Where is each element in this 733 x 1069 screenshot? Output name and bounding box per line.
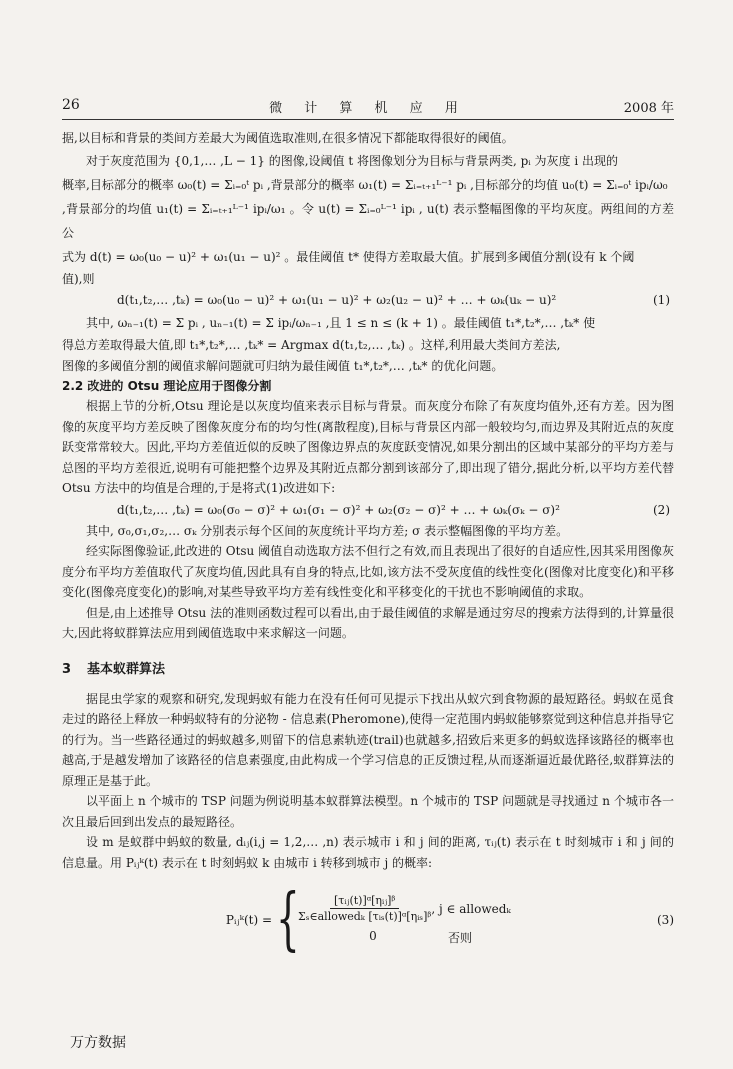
- article-body: [62, 128, 674, 961]
- case-zero: 0: [369, 929, 377, 943]
- equation-body: d(t₁,t₂,… ,tₖ) = ω₀(σ₀ − σ)² + ω₁(σ₁ − σ)² + ω₂(σ₂ − σ)² + … + ωₖ(σₖ − σ)²: [117, 502, 560, 517]
- paragraph: 其中, σ₀,σ₁,σ₂,… σₖ 分别表示每个区间的灰度统计平均方差; σ 表示整幅图像的平均方差。: [86, 523, 569, 538]
- paragraph: 设 m 是蚁群中蚂蚁的数量, dᵢⱼ(i,j = 1,2,… ,n) 表示城市 i 和 j 间的距离, τᵢⱼ(t) 表示在 t 时刻城市 i 和 j 间的信息量。用 Pᵢⱼᵏ(t) 表示在 t 时刻蚂蚁 k 由城市 i 转移到城市 j 的概率:: [62, 835, 674, 870]
- paragraph: 据,以目标和背景的类间方差最大为阈值选取准则,在很多情况下都能取得很好的阈值。: [62, 131, 514, 145]
- paragraph: 得总方差取得最大值,即 t₁*,t₂*,… ,tₖ* = Argmax d(t₁,t₂,… ,tₖ) 。这样,利用最大类间方差法,: [62, 338, 561, 352]
- equation-body: d(t₁,t₂,… ,tₖ) = ω₀(u₀ − u)² + ω₁(u₁ − u)² + ω₂(u₂ − u)² + … + ωₖ(uₖ − u)²: [117, 293, 557, 307]
- watermark: 万方数据: [70, 1035, 126, 1051]
- case-else: 否则: [448, 931, 473, 945]
- left-brace: {: [276, 880, 300, 959]
- case-otherwise: [298, 929, 588, 946]
- paragraph: 对于灰度范围为 {0,1,… ,L − 1} 的图像,设阈值 t 将图像划分为目标与背景两类, pᵢ 为灰度 i 出现的: [86, 153, 618, 168]
- equation-3: [62, 879, 674, 961]
- fraction-numerator: [τᵢⱼ(t)]ᵅ[ηᵢⱼ]ᵝ: [330, 894, 399, 909]
- paragraph: 但是,由上述推导 Otsu 法的准则函数过程可以看出,由于最佳阈值的求解是通过穷尽的搜索方法得到的,计算量很大,因此将蚁群算法应用到阈值选取中来求解这一问题。: [62, 605, 674, 640]
- paragraph: 据昆虫学家的观察和研究,发现蚂蚁有能力在没有任何可见提示下找出从蚁穴到食物源的最短路径。蚂蚁在觅食走过的路径上释放一种蚂蚁特有的分泌物 - 信息素(Pheromone),使得一定范围内蚂蚁能够察觉到这种信息并指导它的行为。当一些路径通过的蚂蚁越多,则留下的信息素轨迹(trail)也就越多,招致后来更多的蚂蚁选择该路径的概率也越高,于是越发增加了该路径的信息素强度,由此构成一个学习信息的正反馈过程,从而逐渐逼近最优路径,蚁群算法的原理正是基于此。: [62, 691, 674, 788]
- equation-1: [62, 289, 674, 311]
- section-title: 基本蚁群算法: [87, 661, 166, 677]
- paragraph: 图像的多阈值分割的阈值求解问题就可归纳为最佳阈值 t₁*,t₂*,… ,tₖ* 的优化问题。: [62, 358, 504, 373]
- paragraph: 根据上节的分析,Otsu 理论是以灰度均值来表示目标与背景。而灰度分布除了有灰度均值外,还有方差。因为图像的灰度平均方差反映了图像灰度分布的均匀性(离散程度),目标与背景区内部一般较均匀,而边界及其附近点的灰度跃变常常较大。因此,平均方差值近似的反映了图像边界点的灰度跃变情况,如果分割出的区域中某部分的平均方差与总图的平均方差很近,说明有可能把整个边界及其附近点都分割到该部分了,即出现了错分,据此分析,以平均方差代替 Otsu 方法中的均值是合理的,于是将式(1)改进如下:: [62, 399, 674, 495]
- case-condition: , j ∈ allowedₖ: [431, 901, 511, 916]
- paragraph: 以平面上 n 个城市的 TSP 问题为例说明基本蚁群算法模型。n 个城市的 TSP 问题就是寻找通过 n 个城市各一次且最后回到出发点的最短路径。: [62, 794, 674, 829]
- equation-number: (2): [653, 502, 670, 517]
- case-allowed: [298, 894, 588, 923]
- section-number: 3: [62, 661, 72, 677]
- equation-number: (3): [657, 913, 674, 927]
- paragraph: 值),则: [62, 271, 95, 286]
- equation-number: (1): [653, 293, 670, 307]
- paragraph: 式为 d(t) = ω₀(u₀ − u)² + ω₁(u₁ − u)² 。最佳阈值 t* 使得方差取最大值。扩展到多阈值分割(设有 k 个阈: [62, 249, 635, 264]
- journal-title: 微 计 算 机 应 用: [269, 101, 467, 116]
- section-heading-2-2: 2.2 改进的 Otsu 理论应用于图像分割: [62, 379, 272, 393]
- equation-2: [62, 499, 674, 521]
- section-heading-3: [62, 658, 674, 677]
- journal-year: 2008 年: [623, 101, 674, 116]
- page-number: 26: [62, 97, 80, 113]
- paragraph: 概率,目标部分的概率 ω₀(t) = Σᵢ₌₀ᵗ pᵢ ,背景部分的概率 ω₁(t) = Σᵢ₌ₜ₊₁ᴸ⁻¹ pᵢ ,目标部分的均值 u₀(t) = Σᵢ₌₀ᵗ ipᵢ/ω₀: [62, 177, 668, 192]
- fraction: [298, 894, 431, 923]
- page-header: [62, 97, 674, 117]
- equation-lhs: Pᵢⱼᵏ(t) =: [225, 913, 272, 927]
- header-rule: [62, 119, 674, 120]
- paragraph: ,背景部分的均值 u₁(t) = Σᵢ₌ₜ₊₁ᴸ⁻¹ ipᵢ/ω₁ 。令 u(t) = Σᵢ₌₀ᴸ⁻¹ ipᵢ , u(t) 表示整幅图像的平均灰度。两组间的方差公: [62, 201, 674, 240]
- equation-cases: [298, 894, 588, 946]
- fraction-denominator: Σₛ∈allowedₖ [τᵢₛ(t)]ᵅ[ηᵢₛ]ᵝ: [298, 910, 432, 923]
- paragraph: 其中, ωₙ₋₁(t) = Σ pᵢ , uₙ₋₁(t) = Σ ipᵢ/ωₙ₋₁ ,且 1 ≤ n ≤ (k + 1) 。最佳阈值 t₁*,t₂*,… ,tₖ* 使: [86, 316, 596, 330]
- paragraph: 经实际图像验证,此改进的 Otsu 阈值自动选取方法不但行之有效,而且表现出了很好的自适应性,因其采用图像灰度分布平均方差值取代了灰度均值,因此具有自身的特点,比如,该方法不受灰度值的线性变化(图像对比度变化)和平移变化(图像亮度变化)的影响,对某些导致平均方差有线性变化和平移变化的干扰也不影响阈值的求取。: [62, 544, 674, 599]
